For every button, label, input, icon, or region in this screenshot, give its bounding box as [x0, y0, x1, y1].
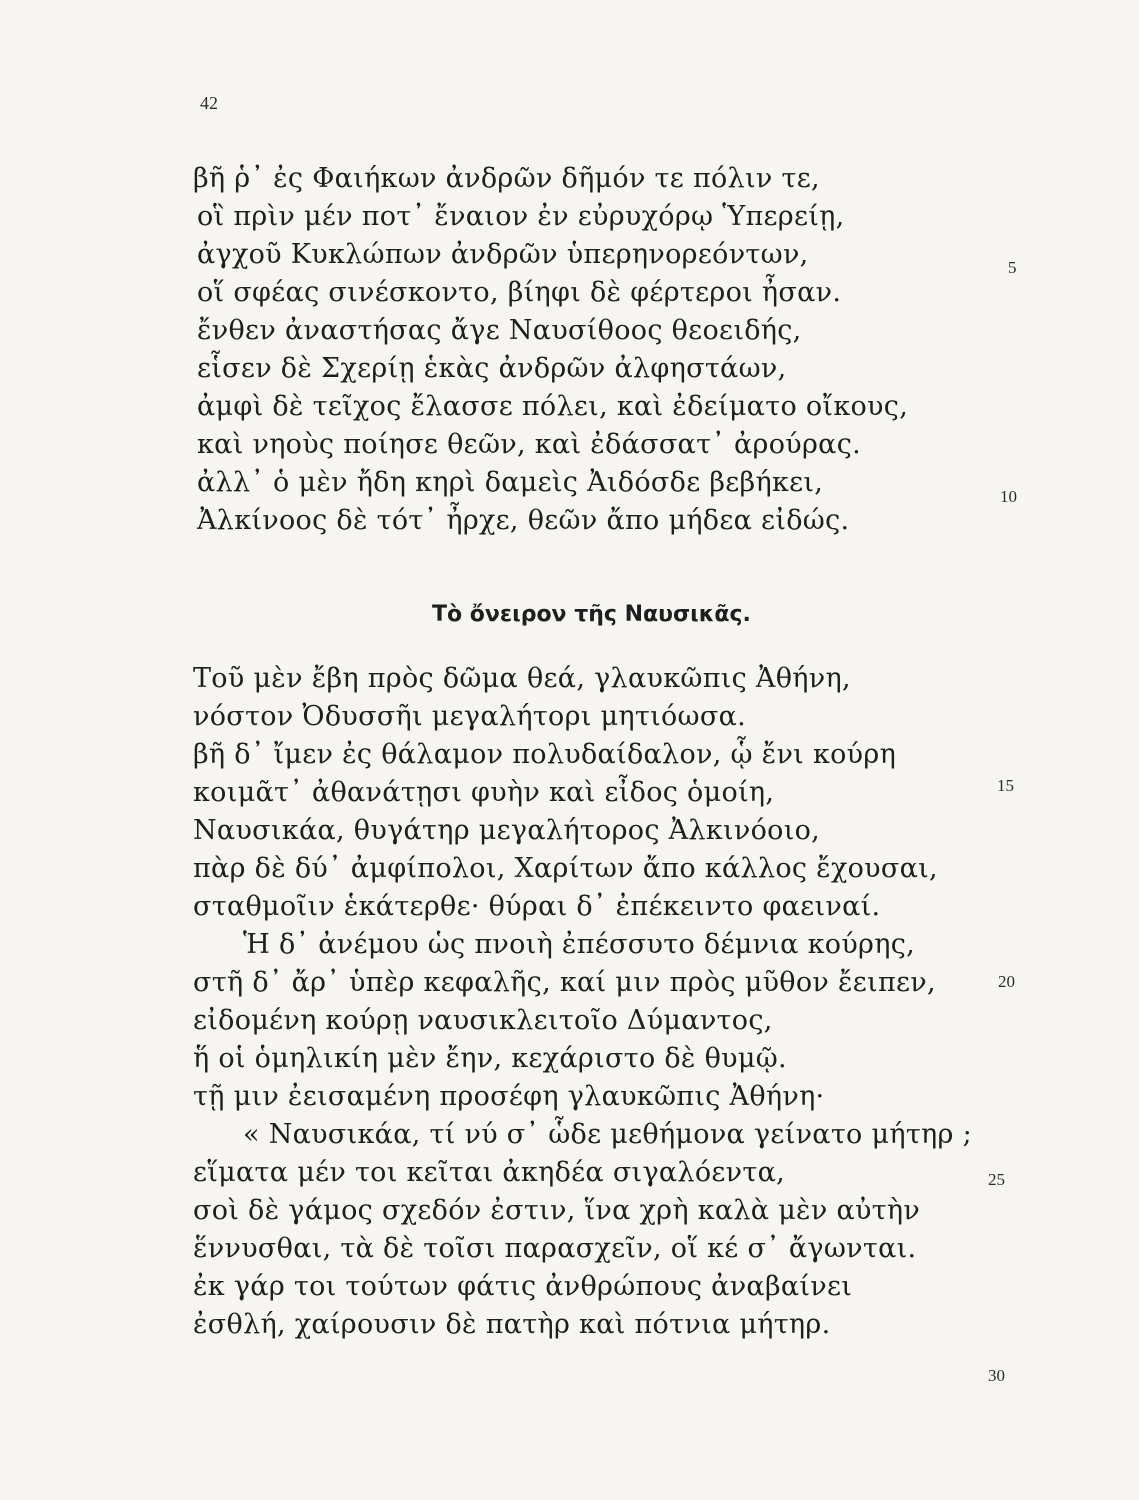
verse-line: νόστον Ὀδυσσῆι μεγαλήτορι μητιόωσα. — [193, 701, 746, 732]
verse-line: βῆ δ᾽ ἴμεν ἐς θάλαμον πολυδαίδαλον, ᾧ ἔνι κούρη — [193, 739, 897, 770]
verse-line: σοὶ δὲ γάμος σχεδόν ἐστιν, ἵνα χρὴ καλὰ μὲν αὐτὴν — [193, 1195, 921, 1226]
verse-line: Ἀλκίνοος δὲ τότ᾽ ἦρχε, θεῶν ἄπο μήδεα εἰδώς. — [197, 505, 850, 536]
section-heading: Τὸ ὄνειρον τῆς Ναυσικᾶς. — [432, 602, 751, 627]
verse-line: ἔνθεν ἀναστήσας ἄγε Ναυσίθοος θεοειδής, — [197, 315, 802, 346]
verse-line: ἀγχοῦ Κυκλώπων ἀνδρῶν ὑπερηνορεόντων, — [197, 239, 809, 270]
page-number: 42 — [200, 93, 218, 113]
verse-line: ἐκ γάρ τοι τούτων φάτις ἀνθρώπους ἀναβαίνει — [193, 1271, 853, 1302]
line-number: 10 — [1000, 487, 1017, 506]
line-number: 20 — [998, 972, 1015, 991]
verse-line: στῆ δ᾽ ἄρ᾽ ὑπὲρ κεφαλῆς, καί μιν πρὸς μῦθον ἔειπεν, — [193, 967, 936, 998]
verse-line: ἀμφὶ δὲ τεῖχος ἔλασσε πόλει, καὶ ἐδείματο οἴκους, — [197, 391, 909, 422]
verse-line: ἕννυσθαι, τὰ δὲ τοῖσι παρασχεῖν, οἵ κέ σ᾽ ἄγωνται. — [193, 1233, 917, 1264]
verse-line: τῇ μιν ἐεισαμένη προσέφη γλαυκῶπις Ἀθήνη· — [193, 1081, 825, 1112]
line-number: 5 — [1008, 258, 1017, 277]
verse-line: Ἡ δ᾽ ἀνέμου ὡς πνοιὴ ἐπέσσυτο δέμνια κούρης, — [243, 929, 915, 960]
verse-line: οἳ πρὶν μέν ποτ᾽ ἔναιον ἐν εὐρυχόρῳ Ὑπερείῃ, — [197, 201, 845, 232]
verse-line: ἥ οἱ ὁμηλικίη μὲν ἔην, κεχάριστο δὲ θυμῷ. — [193, 1043, 787, 1074]
line-number: 30 — [988, 1366, 1005, 1385]
verse-line: βῆ ῥ᾽ ἐς Φαιήκων ἀνδρῶν δῆμόν τε πόλιν τε, — [193, 163, 820, 194]
verse-line: σταθμοῖιν ἑκάτερθε· θύραι δ᾽ ἐπέκειντο φαειναί. — [193, 891, 881, 922]
verse-line: ἐσθλή, χαίρουσιν δὲ πατὴρ καὶ πότνια μήτηρ. — [193, 1309, 831, 1340]
verse-line: καὶ νηοὺς ποίησε θεῶν, καὶ ἐδάσσατ᾽ ἀρούρας. — [197, 429, 861, 460]
verse-line: Ναυσικάα, θυγάτηρ μεγαλήτορος Ἀλκινόοιο, — [193, 815, 821, 846]
verse-line: πὰρ δὲ δύ᾽ ἀμφίπολοι, Χαρίτων ἄπο κάλλος ἔχουσαι, — [193, 853, 938, 884]
verse-line: εἰδομένη κούρῃ ναυσικλειτοῖο Δύμαντος, — [193, 1005, 773, 1036]
verse-line: εἷσεν δὲ Σχερίῃ ἑκὰς ἀνδρῶν ἀλφηστάων, — [197, 353, 787, 384]
verse-line: Τοῦ μὲν ἔβη πρὸς δῶμα θεά, γλαυκῶπις Ἀθήνη, — [193, 663, 851, 694]
verse-line: εἵματα μέν τοι κεῖται ἀκηδέα σιγαλόεντα, — [193, 1157, 786, 1188]
verse-line: κοιμᾶτ᾽ ἀθανάτῃσι φυὴν καὶ εἶδος ὁμοίη, — [193, 777, 775, 808]
verse-line: « Ναυσικάα, τί νύ σ᾽ ὧδε μεθήμονα γείνατο μήτηρ ; — [243, 1119, 972, 1150]
verse-line: οἵ σφέας σινέσκοντο, βίηφι δὲ φέρτεροι ἦσαν. — [197, 277, 842, 308]
line-number: 15 — [997, 776, 1014, 795]
line-number: 25 — [988, 1170, 1005, 1189]
verse-line: ἀλλ᾽ ὁ μὲν ἤδη κηρὶ δαμεὶς Ἀιδόσδε βεβήκει, — [197, 467, 824, 498]
